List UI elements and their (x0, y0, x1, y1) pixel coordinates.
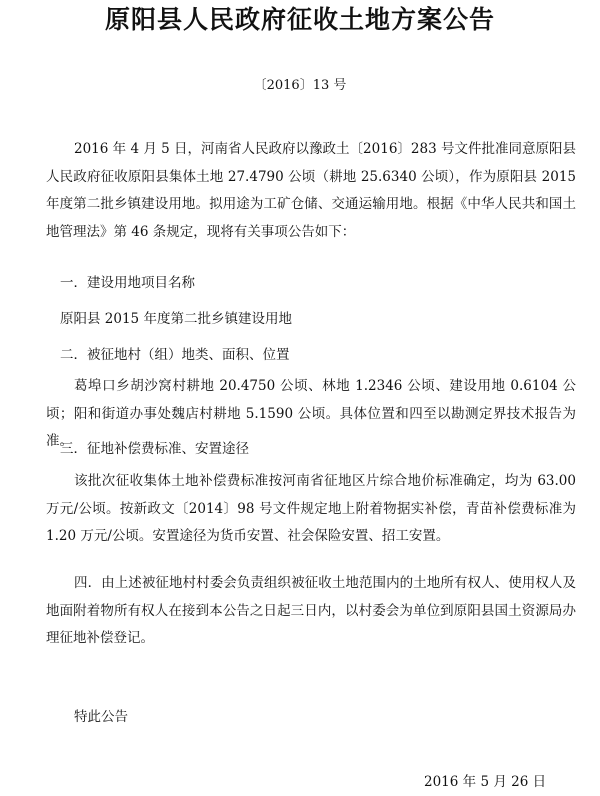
section3-body: 该批次征收集体土地补偿费标准按河南省征地区片综合地价标准确定，均为 63.00 万元/公顷。按新政文〔2014〕98 号文件规定地上附着物据实补偿，青苗补偿费标准为 1.20 万元/公顷。安置途径为货币安置、社会保险安置、招工安置。 (46, 473, 576, 544)
section4-paragraph: 四．由上述被征地村村委会负责组织被征收土地范围内的土地所有权人、使用权人及地面附着物所有权人在接到本公告之日起三日内，以村委会为单位到原阳县国土资源局办理征地补偿登记。 (46, 575, 576, 646)
issue-date: 2016 年 5 月 26 日 (424, 774, 547, 790)
document-number: 〔2016〕13 号 (253, 78, 347, 93)
section2-heading: 二．被征地村（组）地类、面积、位置 (60, 347, 290, 363)
document-title: 原阳县人民政府征收土地方案公告 (104, 5, 495, 34)
section3-heading: 三．征地补偿费标准、安置途径 (60, 441, 249, 457)
section2-body: 葛埠口乡胡沙窝村耕地 20.4750 公顷、林地 1.2346 公顷、建设用地 0.6104 公顷；阳和街道办事处魏店村耕地 5.1590 公顷。具体位置和四至以勘测定界技术报告为准。 (46, 378, 576, 449)
section1-body: 原阳县 2015 年度第二批乡镇建设用地 (60, 311, 292, 327)
intro-paragraph: 2016 年 4 月 5 日，河南省人民政府以豫政土〔2016〕283 号文件批准同意原阳县人民政府征收原阳县集体土地 27.4790 公顷（耕地 25.6340 公顷），作为原阳县 2015 年度第二批乡镇建设用地。拟用途为工矿仓储、交通运输用地。根据《中华人民共和国土地管理法》第 46 条规定，现将有关事项公告如下： (46, 141, 576, 240)
section1-heading: 一．建设用地项目名称 (60, 275, 195, 291)
closing-remark: 特此公告 (74, 709, 128, 725)
